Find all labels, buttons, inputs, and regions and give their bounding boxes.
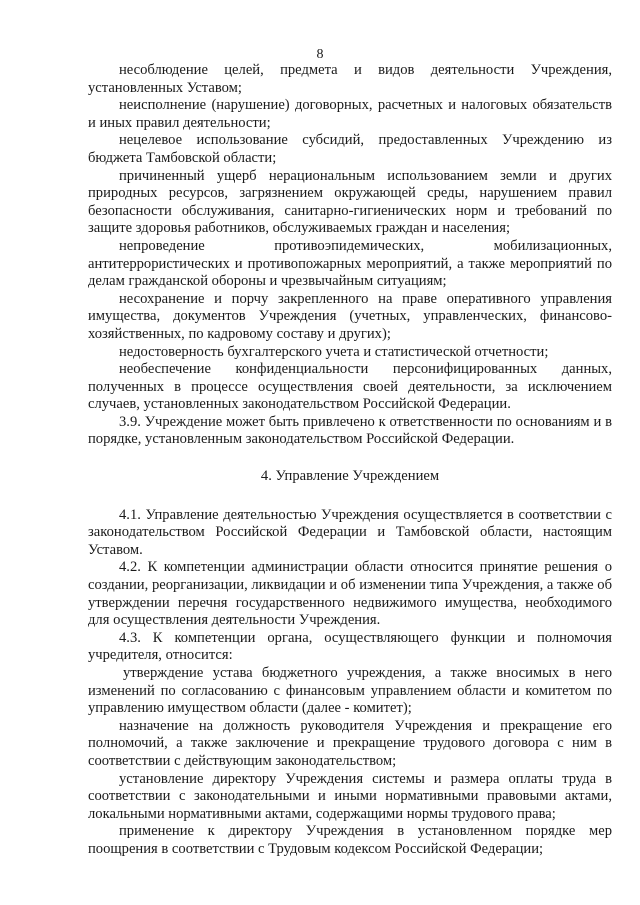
list-item: несоблюдение целей, предмета и видов деятельности Учреждения, установленных Уставом; xyxy=(88,62,612,96)
clause-4-3: 4.3. К компетенции органа, осуществляющего функции и полномочия учредителя, относится: xyxy=(88,629,612,664)
list-item: несохранение и порчу закрепленного на праве оперативного управления имущества, документов Учреждения (учетных, управленческих, финансово-хозяйственных, по кадровому составу и других); xyxy=(88,290,612,342)
document-body xyxy=(88,62,612,859)
list-item: утверждение устава бюджетного учреждения, а также вносимых в него изменений по согласованию с финансовым управлением области и комитетом по управлению имуществом области (далее - комитет); xyxy=(88,665,612,717)
list-item: непроведение противоэпидемических, мобилизационных, антитеррористических и противопожарных мероприятий, а также мероприятий по делам гражданской обороны и чрезвычайным ситуациям; xyxy=(88,237,612,290)
list-item: применение к директору Учреждения в установленном порядке мер поощрения в соответствии с Трудовым кодексом Российской Федерации; xyxy=(88,823,612,857)
list-item: назначение на должность руководителя Учреждения и прекращение его полномочий, а также заключение и прекращение трудового договора с ним в соответствии с действующим законодательством; xyxy=(88,717,612,769)
list-item: установление директору Учреждения системы и размера оплаты труда в соответствии с законодательными и иными нормативными правовыми актами, локальными нормативными актами, содержащими нормы трудового права; xyxy=(88,770,612,822)
list-item: необеспечение конфиденциальности персонифицированных данных, полученных в процессе осуществления своей деятельности, за исключением случаев, установленных законодательством Российской Федерации. xyxy=(88,361,612,413)
list-item: недостоверность бухгалтерского учета и статистической отчетности; xyxy=(119,343,549,360)
list-item: неисполнение (нарушение) договорных, расчетных и налоговых обязательств и иных правил деятельности; xyxy=(88,97,612,131)
clause-4-2: 4.2. К компетенции администрации области относится принятие решения о создании, реорганизации, ликвидации и об изменении типа Учреждения, а также об утверждении перечня государственного недвижимого имущества, необходимого для осуществления деятельности Учреждения. xyxy=(88,559,612,629)
clause-4-1: 4.1. Управление деятельностью Учреждения осуществляется в соответствии с законодательством Российской Федерации и Тамбовской области, настоящим Уставом. xyxy=(88,506,612,558)
list-item: нецелевое использование субсидий, предоставленных Учреждению из бюджета Тамбовской области; xyxy=(88,132,612,166)
list-item: причиненный ущерб нерациональным использованием земли и других природных ресурсов, загрязнением окружающей среды, нарушением правил безопасности обслуживания, санитарно-гигиенических норм и требований по защите здоровья работников, обслуживаемых граждан и населения; xyxy=(88,167,612,237)
page-number: 8 xyxy=(316,47,324,62)
section-heading: 4. Управление Учреждением xyxy=(260,468,440,485)
clause-3-9: 3.9. Учреждение может быть привлечено к ответственности по основаниям и в порядке, установленным законодательством Российской Федерации. xyxy=(88,413,612,448)
